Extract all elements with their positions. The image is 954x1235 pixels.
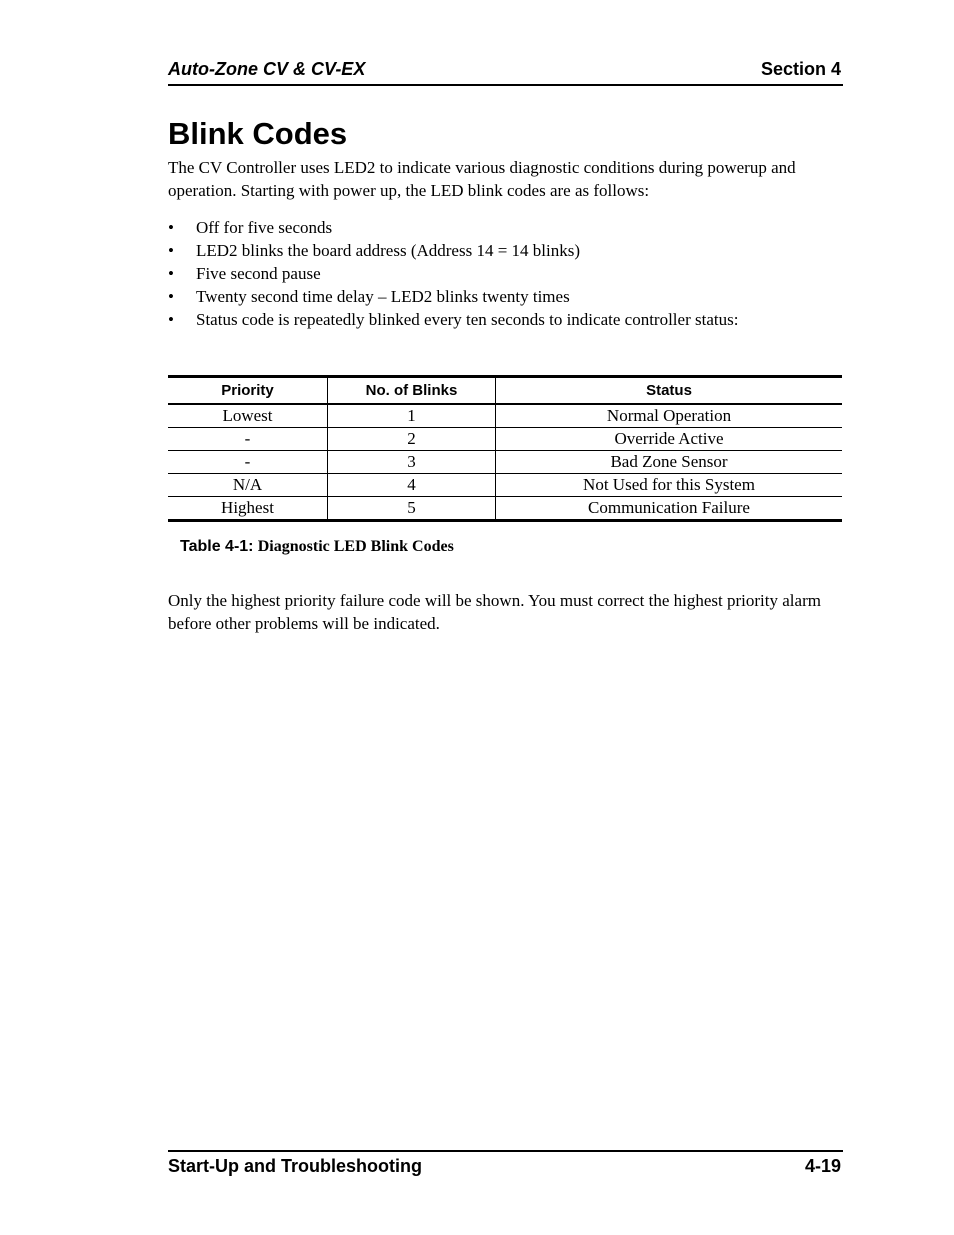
- table-caption: [180, 535, 454, 558]
- document-page: [168, 0, 843, 1235]
- header-product-name: Auto-Zone CV & CV-EX: [168, 59, 366, 79]
- cell-priority: N/A: [168, 474, 328, 497]
- cell-blinks: 2: [328, 428, 496, 451]
- table-row: [168, 474, 842, 497]
- bullet-icon: •: [168, 218, 174, 237]
- table-row: [168, 451, 842, 474]
- cell-priority: Lowest: [168, 404, 328, 428]
- list-item-text: Status code is repeatedly blinked every ten seconds to indicate controller status:: [196, 310, 739, 329]
- table-row: [168, 404, 842, 428]
- list-item: [168, 239, 768, 262]
- page-title: Blink Codes: [168, 116, 348, 151]
- page-footer: [168, 1150, 843, 1182]
- list-item-text: Twenty second time delay – LED2 blinks twenty times: [196, 287, 570, 306]
- table-row: [168, 428, 842, 451]
- table-header-row: [168, 377, 842, 405]
- footer-chapter-title: Start-Up and Troubleshooting: [168, 1156, 422, 1176]
- bullet-icon: •: [168, 310, 174, 329]
- cell-status: Not Used for this System: [496, 474, 843, 497]
- closing-paragraph: Only the highest priority failure code will be shown. You must correct the highest priority alarm before other problems will be indicated.: [168, 591, 821, 633]
- table-caption-label: Table 4-1:: [180, 538, 254, 555]
- cell-priority: Highest: [168, 497, 328, 521]
- list-item-text: Off for five seconds: [196, 218, 333, 237]
- cell-status: Bad Zone Sensor: [496, 451, 843, 474]
- column-header-blinks: No. of Blinks: [328, 377, 496, 405]
- column-header-status: Status: [496, 377, 843, 405]
- cell-priority: -: [168, 451, 328, 474]
- cell-blinks: 1: [328, 404, 496, 428]
- list-item: [168, 308, 768, 331]
- list-item: [168, 285, 768, 308]
- blink-codes-table: [168, 375, 842, 522]
- bullet-list: [168, 216, 768, 331]
- bullet-icon: •: [168, 287, 174, 306]
- header-section: Section 4: [760, 59, 841, 79]
- cell-status: Override Active: [496, 428, 843, 451]
- intro-paragraph: The CV Controller uses LED2 to indicate various diagnostic conditions during powerup and operation. Starting with power up, the LED blink codes are as follows:: [168, 158, 796, 200]
- column-header-priority: Priority: [168, 377, 328, 405]
- cell-priority: -: [168, 428, 328, 451]
- table-row: [168, 497, 842, 521]
- bullet-icon: •: [168, 264, 174, 283]
- cell-blinks: 4: [328, 474, 496, 497]
- page-header: [168, 58, 843, 86]
- cell-status: Communication Failure: [588, 498, 750, 517]
- bullet-icon: •: [168, 241, 174, 260]
- list-item: [168, 262, 768, 285]
- footer-page-number: 4-19: [804, 1156, 841, 1176]
- cell-blinks: 3: [328, 451, 496, 474]
- cell-status: Normal Operation: [496, 404, 843, 428]
- table-caption-text: Diagnostic LED Blink Codes: [257, 538, 454, 555]
- cell-blinks: 5: [328, 497, 496, 521]
- list-item: [168, 216, 768, 239]
- list-item-text: LED2 blinks the board address (Address 14 = 14 blinks): [196, 241, 581, 260]
- list-item-text: Five second pause: [196, 264, 321, 283]
